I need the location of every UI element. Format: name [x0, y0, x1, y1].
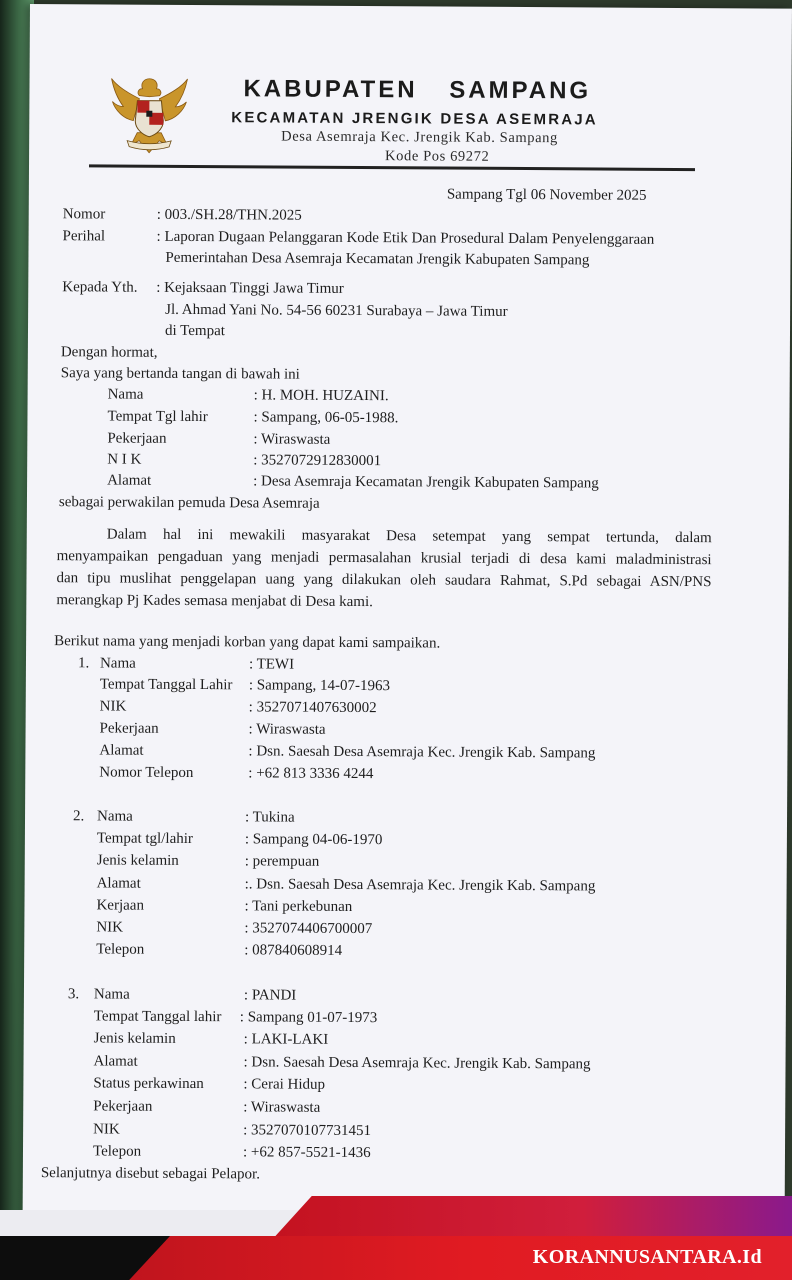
victim-value: : 3527071407630002 — [248, 699, 377, 717]
victim-value: : TEWI — [248, 656, 295, 673]
victim-value: : Dsn. Saesah Desa Asemraja Kec. Jrengik Kab. Sampang — [248, 743, 596, 762]
recipient-line-1: : Kejaksaan Tinggi Jawa Timur — [156, 279, 344, 297]
signer-label: Pekerjaan — [107, 430, 167, 447]
victim-value: : Sampang, 14-07-1963 — [248, 677, 391, 695]
victim-value: : Cerai Hidup — [243, 1076, 326, 1093]
signer-label: Alamat — [107, 472, 152, 489]
victim-value: : Tukina — [244, 809, 295, 826]
victim-label: Kerjaan — [96, 897, 145, 914]
letterhead-divider — [89, 164, 695, 171]
victim-value: : Sampang 04-06-1970 — [244, 831, 383, 849]
paragraph-line: merangkap Pj Kades semasa menjabat di Desa kami. — [56, 592, 373, 611]
victim-value: : 3527074406700007 — [244, 920, 373, 938]
victim-value: : Tani perkebunan — [244, 898, 353, 915]
victim-label: Telepon — [92, 1143, 142, 1160]
paragraph-line: menyampaikan pengaduan yang menjadi permasalahan krusial terjadi di desa kami maladministrasi — [56, 548, 712, 569]
watermark-text: KORANNUSANTARA.Id — [532, 1246, 762, 1268]
paragraph-line: Dalam hal ini mewakili masyarakat Desa setempat yang sempat tertunda, dalam — [106, 526, 712, 547]
victim-value: : 3527070107731451 — [243, 1122, 372, 1140]
intro-line: Saya yang bertanda tangan di bawah ini — [60, 365, 300, 383]
victim-label: Alamat — [96, 875, 141, 892]
perihal-line-2: Pemerintahan Desa Asemraja Kecamatan Jrengik Kabupaten Sampang — [165, 249, 590, 269]
victim-value: : 087840608914 — [244, 942, 343, 959]
signer-label: N I K — [107, 451, 142, 468]
victim-label: Nama — [96, 808, 133, 825]
watermark-banner — [0, 1192, 792, 1280]
victim-label: NIK — [99, 698, 127, 715]
signer-value: : Desa Asemraja Kecamatan Jrengik Kabupaten Sampang — [253, 473, 599, 492]
letterhead-subtitle: KECAMATAN JRENGIK DESA ASEMRAJA — [231, 109, 598, 129]
victim-label: Jenis kelamin — [96, 852, 179, 869]
victim-value: : Dsn. Saesah Desa Asemraja Kec. Jrengik Kab. Sampang — [243, 1054, 591, 1073]
victim-value: : LAKI-LAKI — [243, 1031, 329, 1048]
victim-label: Pekerjaan — [99, 720, 159, 737]
recipient-line-3: di Tempat — [164, 322, 225, 340]
victim-label: Tempat tgl/lahir — [96, 830, 193, 848]
victim-number: 3. — [67, 986, 80, 1003]
perihal-line-1: : Laporan Dugaan Pelanggaran Kode Etik Dan Prosedural Dalam Penyelenggaraan — [156, 228, 655, 248]
victim-label: Jenis kelamin — [93, 1030, 176, 1047]
victim-number: 1. — [77, 655, 90, 672]
signer-value: : H. MOH. HUZAINI. — [253, 387, 389, 405]
victim-value: : Sampang 01-07-1973 — [239, 1009, 378, 1027]
nomor-value: : 003./SH.28/THN.2025 — [156, 206, 302, 224]
victim-value: : Wiraswasta — [248, 721, 326, 738]
victim-label: Tempat Tanggal Lahir — [99, 676, 233, 694]
victim-label: NIK — [93, 1121, 120, 1138]
victim-value: : Wiraswasta — [243, 1099, 321, 1116]
victims-intro: Berikut nama yang menjadi korban yang dapat kami sampaikan. — [54, 633, 441, 652]
victim-value: : PANDI — [243, 987, 297, 1004]
victim-value: : +62 813 3336 4244 — [248, 765, 374, 783]
closing-line: Selanjutnya disebut sebagai Pelapor. — [40, 1165, 261, 1183]
victim-value: : +62 857-5521-1436 — [242, 1144, 371, 1162]
recipient-label: Kepada Yth. — [62, 279, 138, 296]
paragraph-line: dan tipu muslihat penggelapan uang yang dilakukan oleh saudara Rahmat, S.Pd sebagai ASN/PNS — [56, 570, 712, 591]
recipient-line-2: Jl. Ahmad Yani No. 54-56 60231 Surabaya – Jawa Timur — [165, 301, 508, 320]
victim-label: Tempat Tanggal lahir — [93, 1008, 222, 1026]
victim-label: Nama — [93, 986, 130, 1003]
representation-line: sebagai perwakilan pemuda Desa Asemraja — [58, 494, 320, 512]
victim-number: 2. — [72, 808, 85, 825]
victim-label: Alamat — [93, 1053, 138, 1070]
victim-value: :. Dsn. Saesah Desa Asemraja Kec. Jrengik Kab. Sampang — [244, 876, 596, 895]
perihal-label: Perihal — [62, 228, 106, 245]
victim-label: Telepon — [96, 941, 145, 958]
greeting: Dengan hormat, — [60, 344, 158, 361]
nomor-label: Nomor — [62, 206, 106, 223]
signer-label: Tempat Tgl lahir — [107, 408, 208, 426]
signer-value: : 3527072912830001 — [253, 452, 382, 470]
letterhead-postal: Kode Pos 69272 — [385, 148, 490, 165]
victim-label: Status perkawinan — [93, 1075, 204, 1093]
victim-label: Nomor Telepon — [99, 764, 194, 782]
signer-value: : Sampang, 06-05-1988. — [253, 409, 399, 427]
date-line: Sampang Tgl 06 November 2025 — [446, 186, 647, 204]
victim-label: Pekerjaan — [93, 1098, 153, 1115]
signer-label: Nama — [107, 386, 144, 403]
victim-value: : perempuan — [244, 853, 320, 870]
victim-label: Nama — [99, 655, 136, 672]
victim-label: NIK — [96, 919, 124, 936]
garuda-emblem-icon — [109, 74, 189, 156]
signer-value: : Wiraswasta — [253, 431, 331, 448]
letter-page — [22, 4, 792, 1241]
letterhead — [30, 4, 792, 165]
letterhead-address: Desa Asemraja Kec. Jrengik Kab. Sampang — [281, 128, 558, 147]
victim-label: Alamat — [99, 742, 144, 759]
letterhead-title: KABUPATEN SAMPANG — [243, 75, 592, 105]
